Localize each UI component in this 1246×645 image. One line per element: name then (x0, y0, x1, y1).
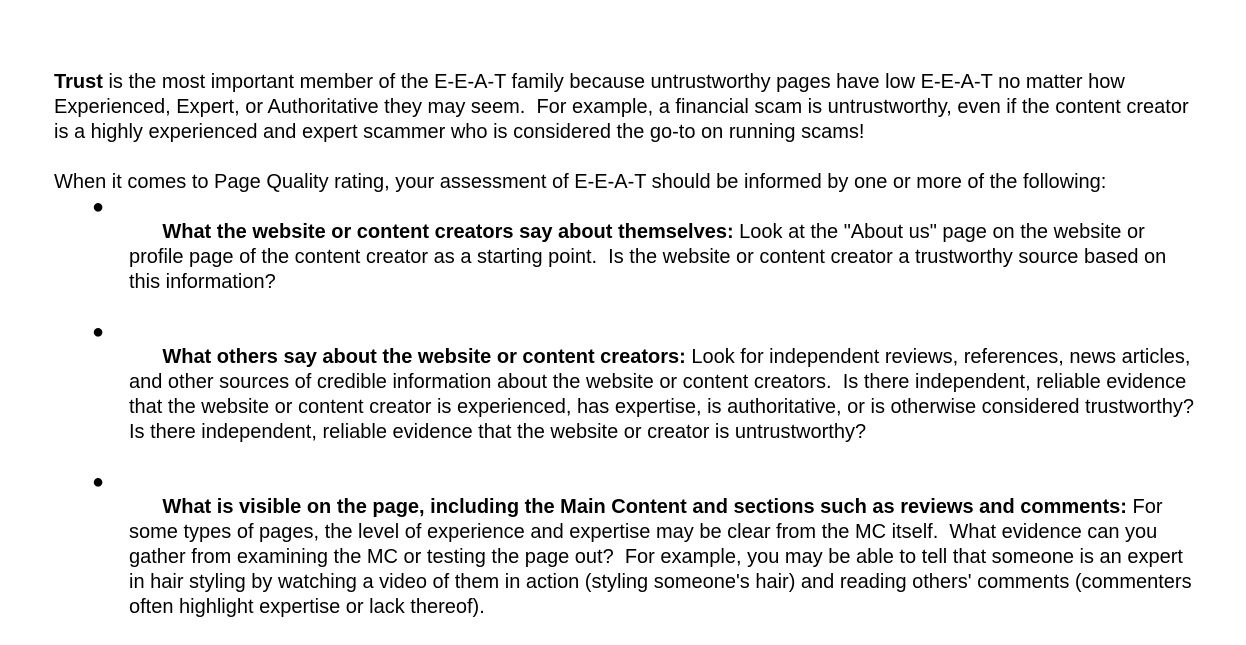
trust-paragraph (54, 70, 1194, 145)
eeat-sources-list (54, 195, 1206, 645)
list-item (54, 470, 1198, 645)
bullet-icon: ● (92, 471, 105, 493)
trust-term: Trust (54, 71, 103, 93)
bullet-icon: ● (92, 196, 105, 218)
list-item-text: Look at the "About us" page on the website or profile page of the content creator as a starting point. Is the website or content creator a trustworthy source based on this information? (129, 221, 1172, 293)
list-item-text: For some types of pages, the level of experience and expertise may be clear from the MC itself. What evidence can you gather from examining the MC or testing the page out? For example, you may be able to tell that someone is an expert in hair styling by watching a video of them in action (styling someone's hair) and reading others' comments (commenters often highlight expertise or lack thereof). (129, 496, 1198, 618)
list-item-heading: What is visible on the page, including the Main Content and sections such as reviews and comments: (162, 496, 1127, 518)
list-item (54, 195, 1194, 320)
trust-paragraph-text: is the most important member of the E-E-A-T family because untrustworthy pages have low E-E-A-T no matter how Experienced, Expert, or Authoritative they may seem. For example, a financial scam is untrustworthy, even if the content creator is a highly experienced and expert scammer who is considered the go-to on running scams! (54, 71, 1195, 143)
list-item (54, 320, 1206, 470)
lead-in-paragraph: When it comes to Page Quality rating, your assessment of E-E-A-T should be informed by one or more of the following: (54, 171, 1107, 193)
list-item-text: Look for independent reviews, references, news articles, and other sources of credible information about the website or content creators. Is there independent, reliable evidence that the website or content creator is experienced, has expertise, is authoritative, or is otherwise considered trustworthy? Is there independent, reliable evidence that the website or creator is untrustworthy? (129, 346, 1206, 443)
paragraph-spacer (54, 145, 1194, 170)
document-body (54, 70, 1206, 645)
list-item-heading: What others say about the website or content creators: (162, 346, 686, 368)
list-item-heading: What the website or content creators say about themselves: (162, 221, 734, 243)
bullet-icon: ● (92, 321, 105, 343)
